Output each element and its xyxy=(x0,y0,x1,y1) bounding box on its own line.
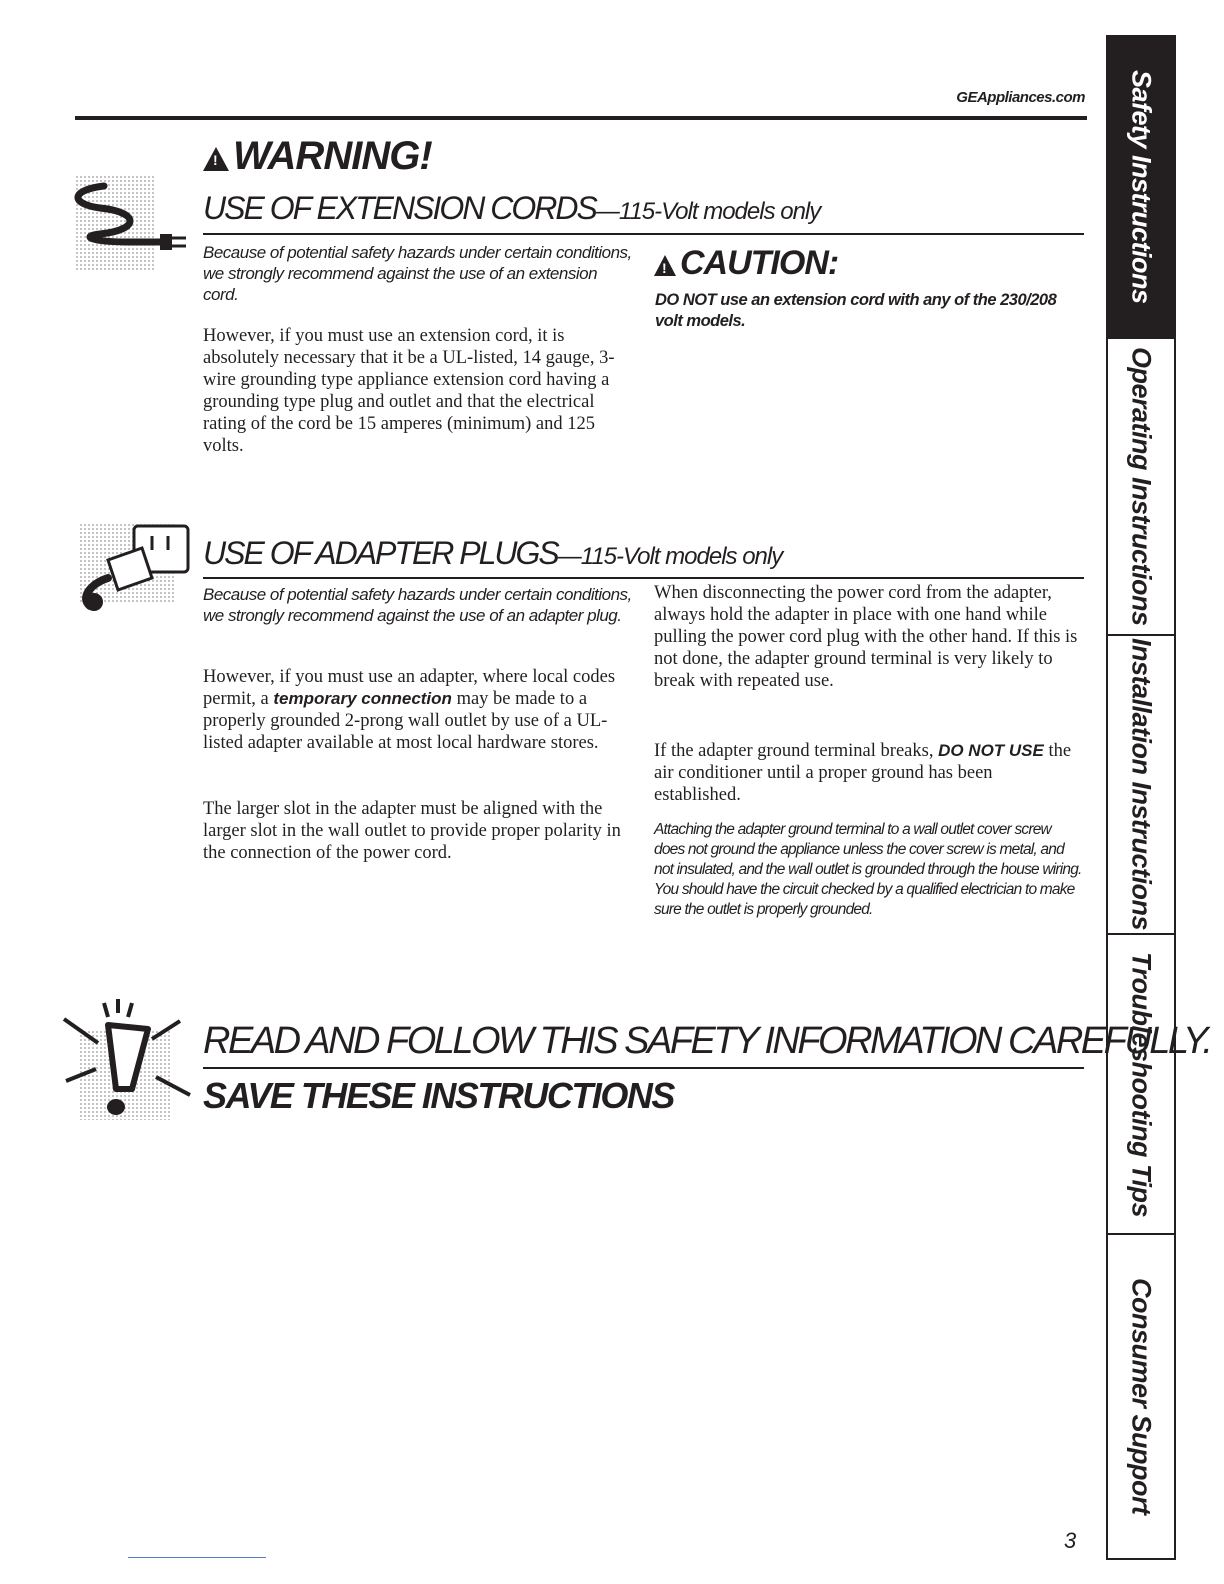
warning-heading: !WARNING! xyxy=(203,134,432,179)
save-instructions-heading: SAVE THESE INSTRUCTIONS xyxy=(203,1075,674,1116)
adapter-plug-icon xyxy=(60,520,195,620)
adapter-plugs-heading: USE OF ADAPTER PLUGS—115-Volt models only xyxy=(203,535,783,571)
adapter-ground-note: Attaching the adapter ground terminal to a wall outlet cover screw does not ground the appliance unless the cover screw is metal, and not insulated, and the wall outlet is grounded through the house wiring. You should have the circuit checked by a qualified electrician to make sure the outlet is properly grounded. xyxy=(654,821,1082,918)
extension-cords-heading: USE OF EXTENSION CORDS—115-Volt models only xyxy=(203,190,821,226)
extension-cords-note: Because of potential safety hazards under certain conditions, we strongly recommend against the use of an extension cord. xyxy=(203,243,632,304)
adapter-paragraph-1: However, if you must use an adapter, where local codes permit, a temporary connection may be made to a properly grounded 2-prong wall outlet by use of a UL-listed adapter available at most local hardware stores. xyxy=(203,667,616,753)
adapter-plugs-note: Because of potential safety hazards under certain conditions, we strongly recommend against the use of an adapter plug. xyxy=(203,585,632,625)
warning-triangle-icon xyxy=(203,147,229,171)
extension-cord-icon xyxy=(60,172,190,272)
tab-label: Safety Instructions xyxy=(1126,70,1157,304)
adapter-paragraph-3: When disconnecting the power cord from the adapter, always hold the adapter in place with one hand while pulling the power cord plug with the other hand. If this is not done, the adapter ground terminal is very likely to break with repeated use. xyxy=(654,583,1078,691)
tab-consumer-support[interactable] xyxy=(1108,1235,1174,1558)
site-url: GEAppliances.com xyxy=(956,89,1085,106)
section-rule xyxy=(203,577,1084,579)
extension-cords-body: However, if you must use an extension cord, it is absolutely necessary that it be a UL-listed, 14 gauge, 3-wire grounding type appliance extension cord having a grounding type plug and outlet and that the electrical rating of the cord be 15 amperes (minimum) and 125 volts. xyxy=(203,326,615,456)
page-number: 3 xyxy=(1064,1528,1077,1553)
tab-installation-instructions[interactable] xyxy=(1108,636,1174,935)
footer-rule xyxy=(128,1557,266,1558)
caution-text: DO NOT use an extension cord with any of the 230/208 volt models. xyxy=(655,291,1057,330)
adapter-paragraph-2: The larger slot in the adapter must be aligned with the larger slot in the wall outlet to provide proper polarity in the connection of the power cord. xyxy=(203,799,621,863)
header-rule xyxy=(75,116,1087,120)
tab-troubleshooting-tips[interactable] xyxy=(1108,935,1174,1235)
section-rule xyxy=(203,233,1084,235)
caution-triangle-icon xyxy=(654,255,676,276)
adapter-paragraph-4: If the adapter ground terminal breaks, DO NOT USE the air conditioner until a proper ground has been established. xyxy=(654,741,1072,805)
tab-label: Consumer Support xyxy=(1126,1278,1157,1515)
read-safety-heading: READ AND FOLLOW THIS SAFETY INFORMATION CAREFULLY. xyxy=(203,1020,1211,1062)
tab-label: Operating Instructions xyxy=(1126,347,1157,626)
attention-alert-icon xyxy=(60,995,195,1125)
tab-label: Installation Instructions xyxy=(1126,638,1157,931)
tab-operating-instructions[interactable] xyxy=(1108,339,1174,636)
tab-safety-instructions[interactable] xyxy=(1108,37,1174,339)
caution-heading: !CAUTION: xyxy=(654,244,838,283)
section-sidebar xyxy=(1106,35,1176,1560)
section-rule xyxy=(203,1067,1084,1069)
tab-label: Troubleshooting Tips xyxy=(1126,951,1157,1217)
